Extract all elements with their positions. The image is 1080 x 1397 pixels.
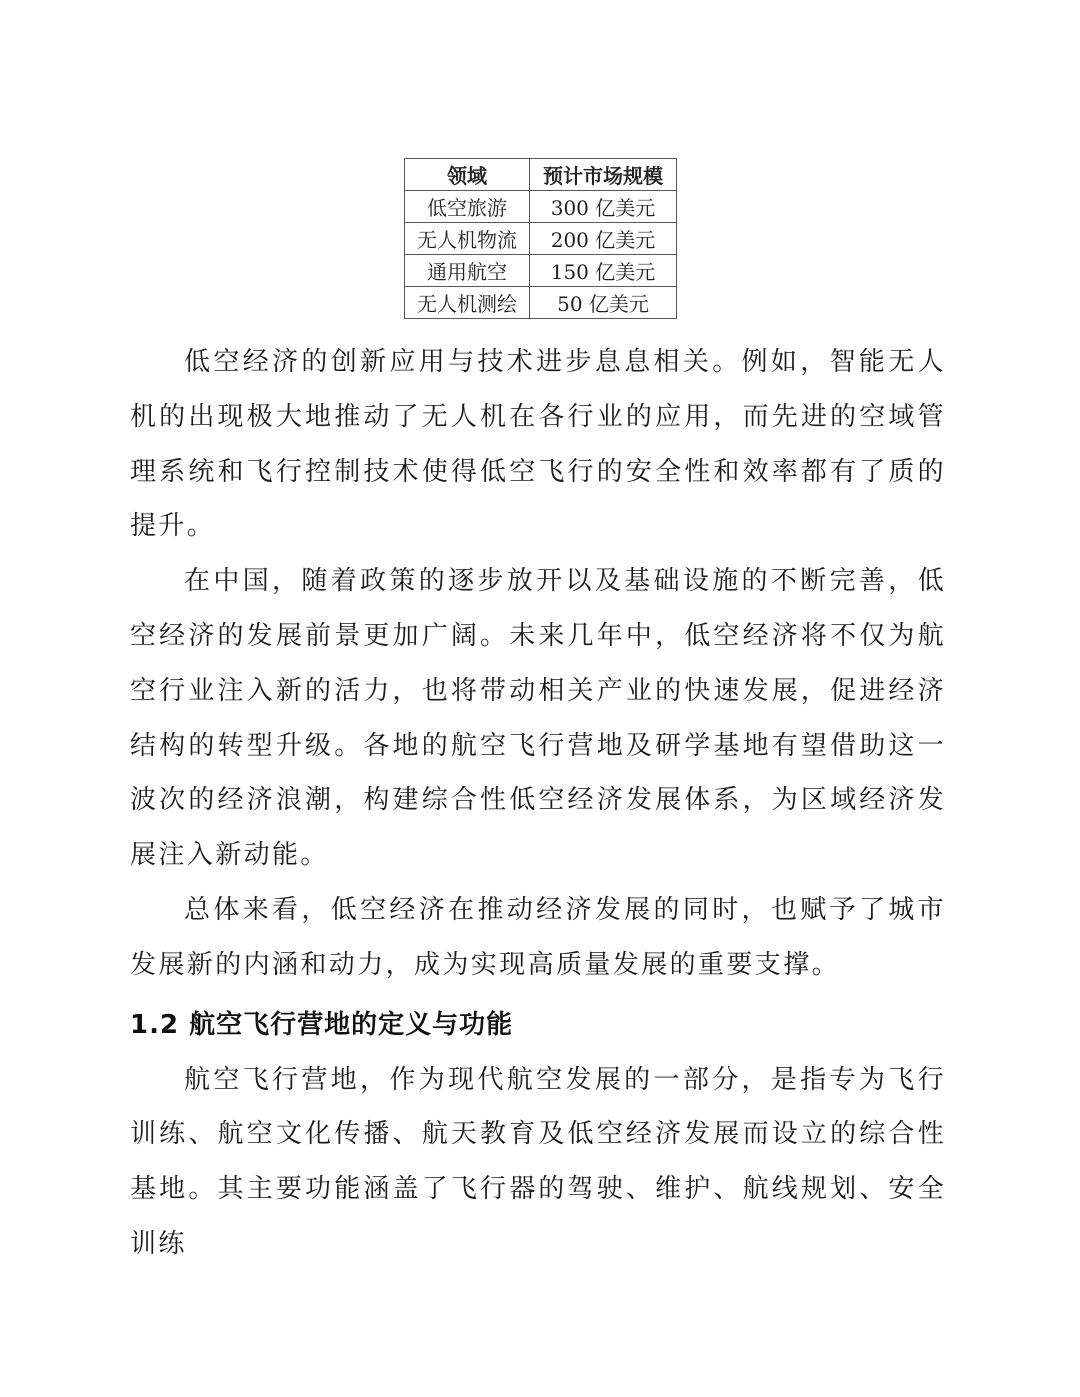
table-row [405,223,677,255]
table-header-row [405,159,677,191]
table-header-field: 领域 [405,159,530,191]
table-cell-value: 300 亿美元 [530,191,677,223]
table-row [405,255,677,287]
table-cell-value: 200 亿美元 [530,223,677,255]
table-cell-value: 50 亿美元 [530,287,677,319]
table-row [405,191,677,223]
table-cell-field: 通用航空 [405,255,530,287]
body-text [130,335,946,1272]
paragraph-china-outlook: 在中国，随着政策的逐步放开以及基础设施的不断完善，低空经济的发展前景更加广阔。未来几年中，低空经济将不仅为航空行业注入新的活力，也将带动相关产业的快速发展，促进经济结构的转型升级。各地的航空飞行营地及研学基地有望借助这一波次的经济浪潮，构建综合性低空经济发展体系，为区域经济发展注入新动能。 [130,566,946,871]
table-header-market-size: 预计市场规模 [530,159,677,191]
section-heading: 1.2 航空飞行营地的定义与功能 [130,1009,514,1040]
paragraph-summary: 总体来看，低空经济在推动经济发展的同时，也赋予了城市发展新的内涵和动力，成为实现高质量发展的重要支撑。 [130,894,946,980]
table-cell-field: 无人机物流 [405,223,530,255]
paragraph-innovation: 低空经济的创新应用与技术进步息息相关。例如，智能无人机的出现极大地推动了无人机在各行业的应用，而先进的空域管理系统和飞行控制技术使得低空飞行的安全性和效率都有了质的提升。 [130,347,946,542]
market-size-table [404,158,677,319]
table-cell-field: 低空旅游 [405,191,530,223]
paragraph-flight-camp-definition: 航空飞行营地，作为现代航空发展的一部分，是指专为飞行训练、航空文化传播、航天教育及低空经济发展而设立的综合性基地。其主要功能涵盖了飞行器的驾驶、维护、航线规划、安全训练 [130,1064,946,1259]
table-cell-value: 150 亿美元 [530,255,677,287]
table-cell-field: 无人机测绘 [405,287,530,319]
table-row [405,287,677,319]
